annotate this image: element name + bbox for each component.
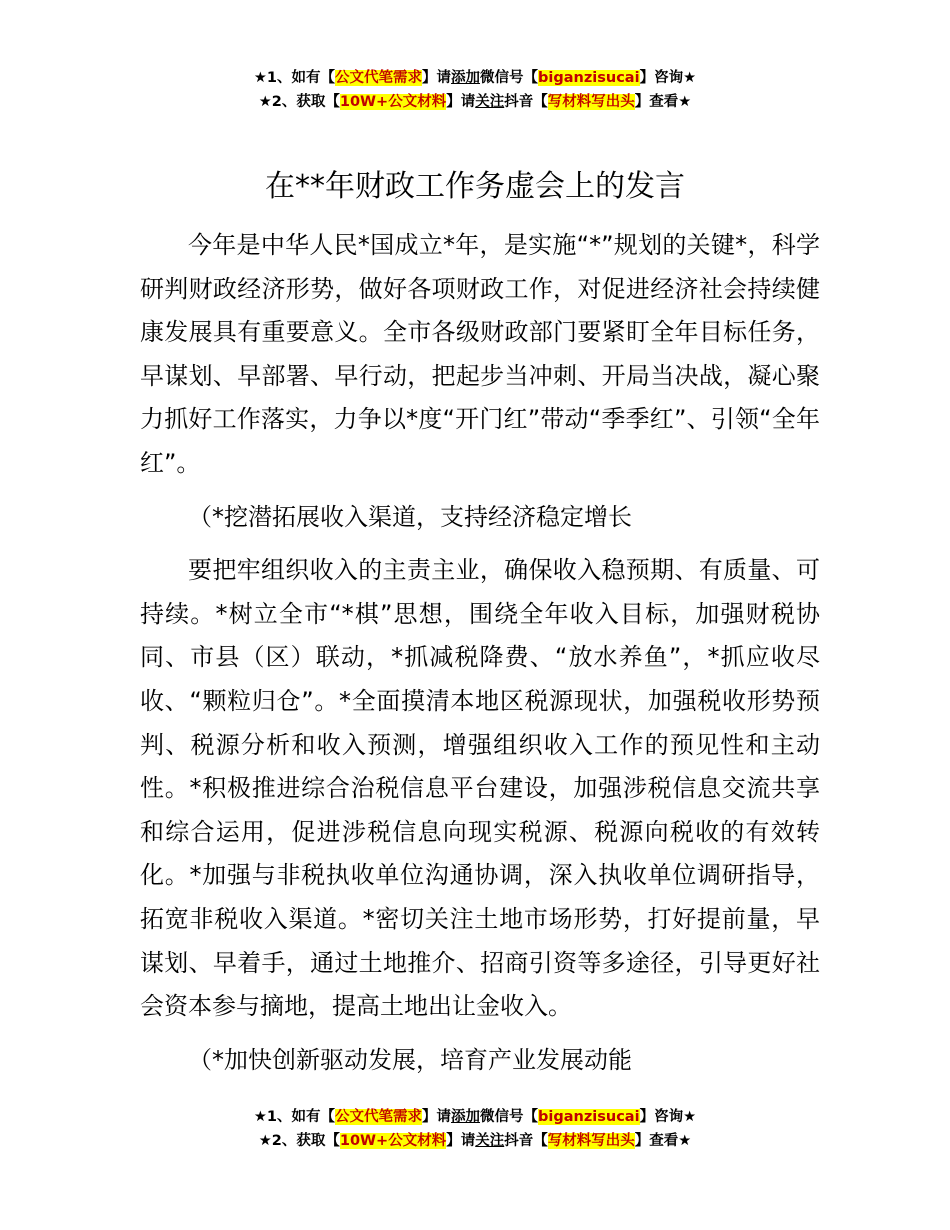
service-highlight: 公文代笔需求	[335, 1109, 423, 1125]
douyin-account-highlight: 写材料写出头	[547, 1133, 635, 1149]
materials-highlight: 10W+公文材料	[339, 94, 447, 110]
materials-highlight: 10W+公文材料	[339, 1133, 447, 1149]
promo-line-2: ★2、获取【10W+公文材料】请关注抖音【写材料写出头】查看★	[258, 94, 692, 110]
document-body	[140, 224, 820, 1082]
service-highlight: 公文代笔需求	[335, 70, 423, 86]
promo-line-1: ★1、如有【公文代笔需求】请添加微信号【biganzisucai】咨询★	[253, 70, 697, 86]
section-heading: （*加快创新驱动发展，培育产业发展动能	[188, 1045, 632, 1074]
wechat-id-highlight: biganzisucai	[538, 1109, 640, 1125]
promo-line-1: ★1、如有【公文代笔需求】请添加微信号【biganzisucai】咨询★	[253, 1109, 697, 1125]
promo-header	[0, 66, 950, 114]
paragraph-revenue: 要把牢组织收入的主责主业，确保收入稳预期、有质量、可持续。*树立全市“*棋”思想，围绕全年收入目标，加强财税协同、市县（区）联动，*抓减税降费、“放水养鱼”，*抓应收尽收、“颗粒归仓”。*全面摸清本地区税源现状，加强税收形势预判、税源分析和收入预测，增强组织收入工作的预见性和主动性。*积极推进综合治税信息平台建设，加强涉税信息交流共享和综合运用，促进涉税信息向现实税源、税源向税收的有效转化。*加强与非税执收单位沟通协调，深入执收单位调研指导，拓宽非税收入渠道。*密切关注土地市场形势，打好提前量，早谋划、早着手，通过土地推介、招商引资等多途径，引导更好社会资本参与摘地，提高土地出让金收入。	[140, 556, 820, 1021]
paragraph-intro: 今年是中华人民*国成立*年，是实施“*”规划的关键*，科学研判财政经济形势，做好各项财政工作，对促进经济社会持续健康发展具有重要意义。全市各级财政部门要紧盯全年目标任务，早谋划、早部署、早行动，把起步当冲刺、开局当决战，凝心聚力抓好工作落实，力争以*度“开门红”带动“季季红”、引领“全年红”。	[140, 231, 820, 477]
promo-footer	[0, 1105, 950, 1153]
douyin-account-highlight: 写材料写出头	[547, 94, 635, 110]
promo-line-2: ★2、获取【10W+公文材料】请关注抖音【写材料写出头】查看★	[258, 1133, 692, 1149]
section-heading: （*挖潜拓展收入渠道，支持经济稳定增长	[188, 502, 632, 531]
document-title: 在**年财政工作务虚会上的发言	[265, 169, 685, 204]
wechat-id-highlight: biganzisucai	[538, 70, 640, 86]
